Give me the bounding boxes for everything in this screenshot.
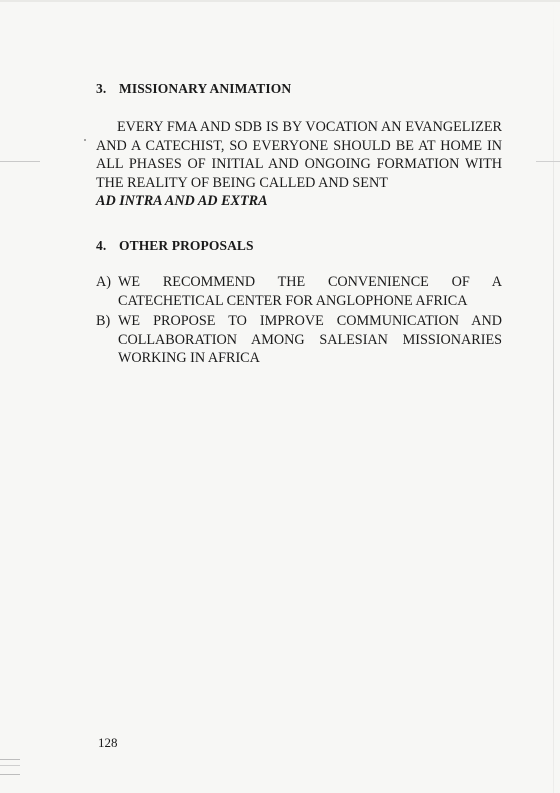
- section-title: MISSIONARY ANIMATION: [119, 81, 292, 96]
- paragraph-text: EVERY FMA AND SDB IS BY VOCATION AN EVANGELIZER AND A CATECHIST, SO EVERYONE SHOULD BE AT HOME IN ALL PHASES OF INITIAL AND ONGOING FORMATION WITH THE REALITY OF BEING CALLED AND SENT: [96, 119, 502, 191]
- page-top-edge: [0, 0, 560, 2]
- scan-speck: [84, 139, 86, 141]
- section-title: OTHER PROPOSALS: [119, 238, 254, 253]
- section-number: 4.: [96, 238, 107, 253]
- scan-edge-line: [553, 0, 554, 793]
- proposal-letter: B): [96, 313, 111, 329]
- proposal-text: WE RECOMMEND THE CONVENIENCE OF A CATECHETICAL CENTER FOR ANGLOPHONE AFRICA: [118, 274, 502, 309]
- missionary-animation-paragraph: [96, 118, 502, 211]
- page-number: 128: [98, 735, 118, 750]
- proposal-text: WE PROPOSE TO IMPROVE COMMUNICATION AND COLLABORATION AMONG SALESIAN MISSIONARIES WORKING IN AFRICA: [118, 313, 502, 366]
- proposal-letter: A): [96, 274, 111, 290]
- proposal-item: [96, 273, 502, 310]
- section-heading-other-proposals: [96, 238, 254, 254]
- section-heading-missionary-animation: [96, 81, 291, 97]
- scan-margin-mark: [536, 161, 560, 162]
- scan-margin-mark: [0, 161, 40, 162]
- section-number: 3.: [96, 81, 107, 96]
- proposal-item: [96, 312, 502, 368]
- paragraph-emphasis: AD INTRA AND AD EXTRA: [96, 193, 268, 209]
- scan-binding-marks: [0, 759, 20, 775]
